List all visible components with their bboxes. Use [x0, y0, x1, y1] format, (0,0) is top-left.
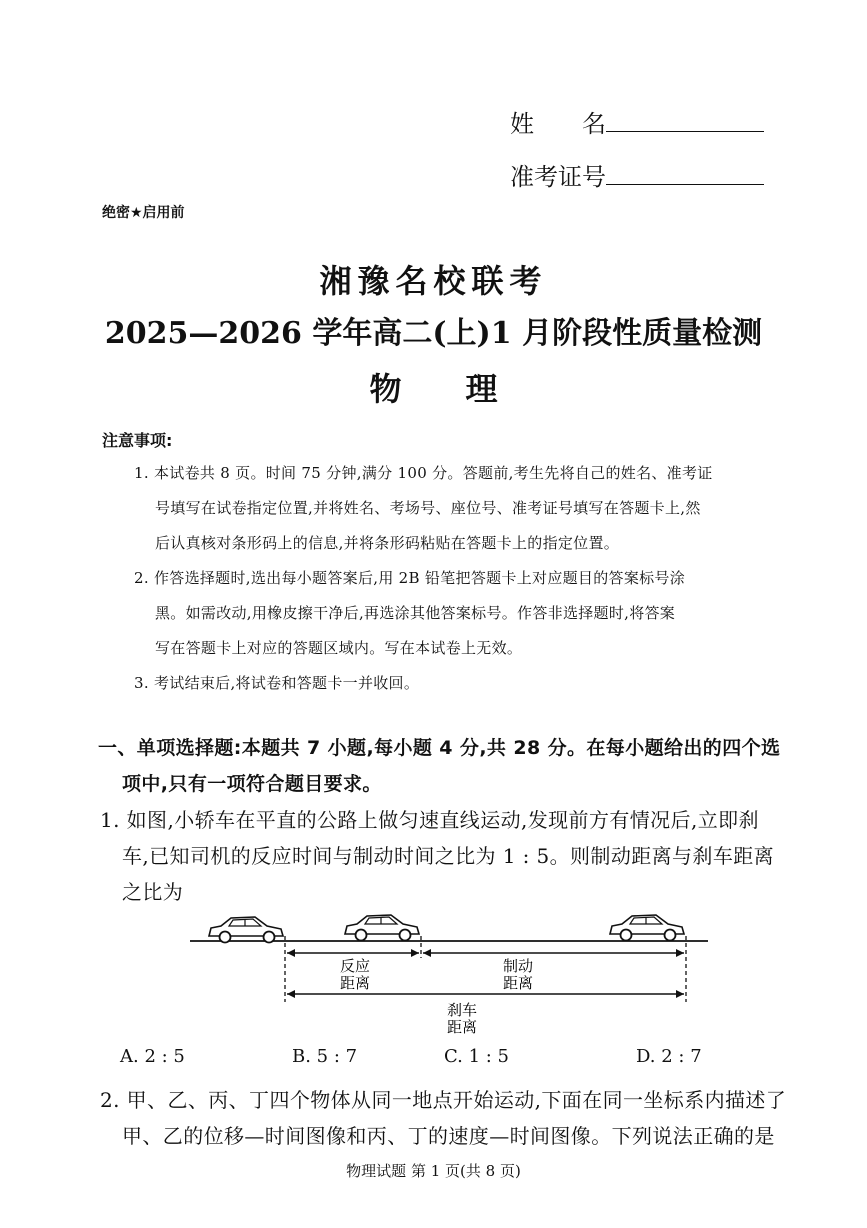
- notice-item: 写在答题卡上对应的答题区域内。写在本试卷上无效。: [155, 639, 523, 657]
- braking-figure: [180, 900, 720, 1040]
- exam-title: 湘豫名校联考: [319, 262, 548, 300]
- notice-heading: 注意事项:: [102, 431, 173, 450]
- option-a: A. 2 : 5: [120, 1046, 185, 1067]
- id-label: 准考证号: [510, 163, 606, 191]
- car-icon: [610, 915, 684, 941]
- option-d: D. 2 : 7: [636, 1046, 702, 1067]
- question-1-line: 1. 如图,小轿车在平直的公路上做匀速直线运动,发现前方有情况后,立即刹: [100, 808, 759, 832]
- secret-label: 绝密★启用前: [102, 205, 185, 221]
- section-heading-cont: 项中,只有一项符合题目要求。: [122, 773, 382, 795]
- braking-distance-arrow: [423, 949, 684, 957]
- notice-item: 后认真核对条形码上的信息,并将条形码粘贴在答题卡上的指定位置。: [155, 534, 620, 552]
- braking-label: 制动: [502, 957, 534, 975]
- braking-label: 距离: [502, 974, 534, 992]
- stopping-label: 刹车: [446, 1001, 478, 1019]
- option-b: B. 5 : 7: [292, 1046, 358, 1067]
- notice-item: 黑。如需改动,用橡皮擦干净后,再选涂其他答案标号。作答非选择题时,将答案: [155, 604, 676, 622]
- question-2-line: 甲、乙的位移—时间图像和丙、丁的速度—时间图像。下列说法正确的是: [122, 1124, 775, 1148]
- question-2-line: 2. 甲、乙、丙、丁四个物体从同一地点开始运动,下面在同一坐标系内描述了: [100, 1088, 787, 1112]
- name-blank: [606, 130, 764, 132]
- car-icon: [209, 917, 283, 943]
- notice-item: 号填写在试卷指定位置,并将姓名、考场号、座位号、准考证号填写在答题卡上,然: [155, 499, 701, 517]
- name-field: [510, 104, 764, 139]
- exam-subtitle: 2025—2026 学年高二(上)1 月阶段性质量检测: [104, 316, 763, 351]
- notice-item: 2. 作答选择题时,选出每小题答案后,用 2B 铅笔把答题卡上对应题目的答案标号涂: [134, 569, 686, 587]
- stopping-label: 距离: [446, 1018, 478, 1036]
- reaction-distance-arrow: [287, 949, 419, 957]
- option-c: C. 1 : 5: [444, 1046, 509, 1067]
- section-heading: 一、单项选择题:本题共 7 小题,每小题 4 分,共 28 分。在每小题给出的四个选: [98, 737, 781, 759]
- notice-item: 1. 本试卷共 8 页。时间 75 分钟,满分 100 分。答题前,考生先将自己的姓名、准考证: [134, 464, 713, 482]
- id-field: [510, 157, 764, 192]
- id-blank: [606, 183, 764, 185]
- car-icon: [345, 915, 419, 941]
- reaction-label: 反应: [339, 957, 371, 975]
- question-1-line: 车,已知司机的反应时间与制动时间之比为 1 : 5。则制动距离与刹车距离: [122, 844, 775, 868]
- notice-item: 3. 考试结束后,将试卷和答题卡一并收回。: [134, 674, 420, 692]
- question-1-line: 之比为: [122, 880, 184, 904]
- name-label: 姓 名: [510, 110, 606, 138]
- page-footer: 物理试题 第 1 页(共 8 页): [346, 1162, 521, 1180]
- subject-title: 物 理: [369, 370, 498, 408]
- reaction-label: 距离: [339, 974, 371, 992]
